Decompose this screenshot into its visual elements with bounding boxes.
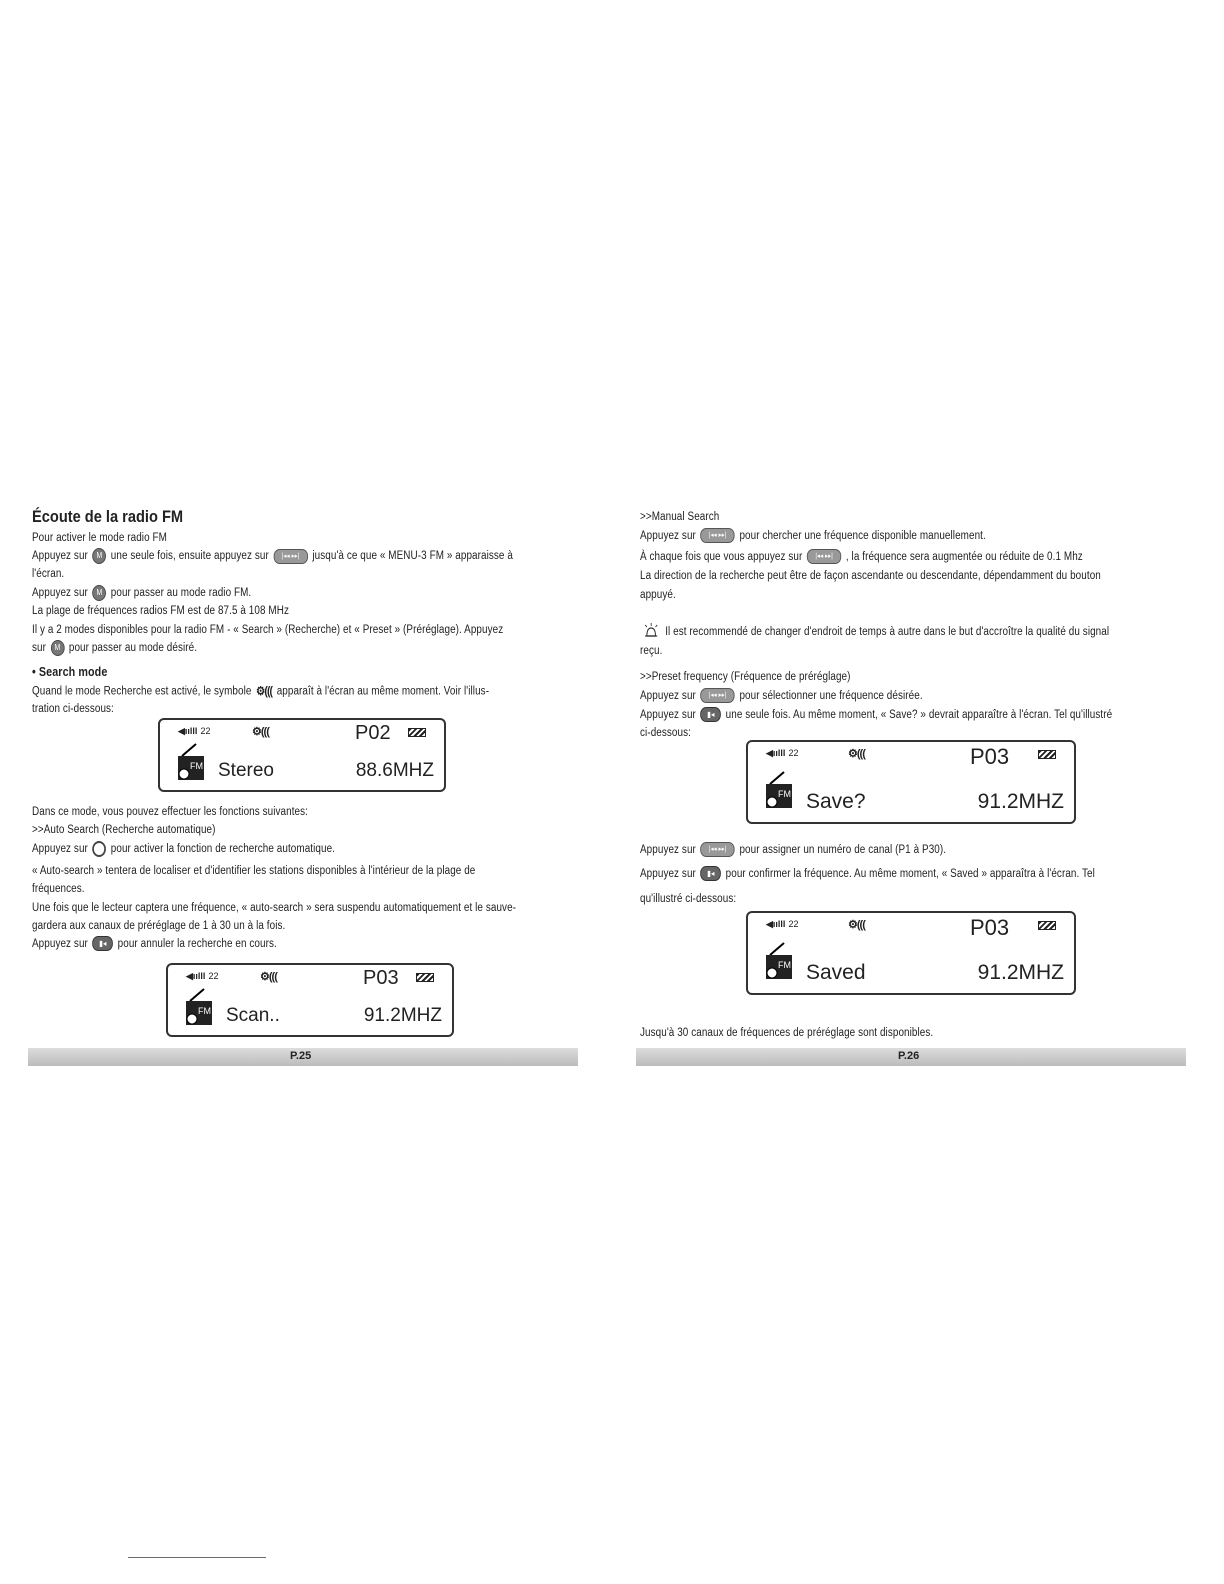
battery-icon bbox=[1038, 921, 1056, 930]
circle-button-icon bbox=[92, 841, 106, 857]
text-line: Dans ce mode, vous pouvez effectuer les fonctions suivantes: bbox=[32, 806, 309, 818]
frequency-readout: 91.2MHZ bbox=[363, 1005, 442, 1026]
section-title: Écoute de la radio FM bbox=[32, 507, 184, 526]
page-number: P.26 bbox=[898, 1050, 920, 1062]
battery-icon bbox=[416, 973, 434, 982]
frequency-readout: 88.6MHZ bbox=[355, 760, 434, 781]
fm-radio-icon bbox=[764, 770, 794, 810]
svg-text:FM: FM bbox=[190, 761, 203, 771]
play-pause-button-icon: ▮◂ bbox=[700, 866, 721, 881]
text-line: tration ci-dessous: bbox=[32, 703, 114, 715]
battery-icon bbox=[408, 728, 426, 737]
signal-icon: ◀ıılll 22 bbox=[186, 971, 219, 981]
text-line: « Auto-search » tentera de localiser et d'identifier les stations disponibles à l'intérieur de la plage de bbox=[32, 865, 476, 877]
skip-button-icon: |◂◂ ▸▸| bbox=[700, 842, 734, 857]
mode-label: Saved bbox=[806, 961, 866, 984]
text-line: La plage de fréquences radios FM est de 87.5 à 108 MHz bbox=[32, 605, 289, 617]
search-symbol-icon: ⚙((( bbox=[260, 971, 277, 983]
skip-button-icon: |◂◂ ▸▸| bbox=[700, 528, 734, 543]
page-number: P.25 bbox=[290, 1050, 312, 1062]
text-line: >>Preset frequency (Fréquence de préréglage) bbox=[640, 671, 851, 683]
text-line: La direction de la recherche peut être de façon ascendante ou descendante, dépendamment du bouton bbox=[640, 570, 1101, 582]
text-line: Appuyez sur M une seule fois, ensuite appuyez sur |◂◂ ▸▸| jusqu'à ce que « MENU-3 FM » apparaisse à bbox=[32, 548, 496, 565]
mode-label: Scan.. bbox=[226, 1005, 280, 1026]
preset-number: P03 bbox=[970, 744, 1010, 769]
play-pause-button-icon: ▮◂ bbox=[700, 707, 721, 722]
m-button-icon: M bbox=[92, 548, 106, 564]
text-line: reçu. bbox=[640, 645, 663, 657]
mode-label: Save? bbox=[806, 790, 866, 813]
text-line: Appuyez sur |◂◂ ▸▸| pour sélectionner une fréquence désirée. bbox=[640, 690, 923, 702]
text-line: Jusqu'à 30 canaux de fréquences de préréglage sont disponibles. bbox=[640, 1027, 934, 1039]
text-line: ci-dessous: bbox=[640, 727, 691, 739]
search-symbol-icon: ⚙((( bbox=[252, 726, 269, 738]
signal-icon: ◀ıılll 22 bbox=[766, 919, 799, 929]
svg-text:FM: FM bbox=[778, 960, 791, 970]
fm-radio-icon bbox=[764, 941, 794, 981]
svg-text:FM: FM bbox=[198, 1006, 211, 1016]
text-line: Appuyez sur ▮◂ pour confirmer la fréquence. Au même moment, « Saved » apparaîtra à l'écran. Tel bbox=[640, 868, 1095, 880]
preset-number: P03 bbox=[970, 915, 1010, 940]
text-line: Appuyez sur M pour passer au mode radio FM. bbox=[32, 585, 496, 602]
bell-icon bbox=[642, 622, 661, 642]
text-line: Quand le mode Recherche est activé, le symbole ⚙((( apparaît à l'écran au même moment. Voir l'illus- bbox=[32, 684, 490, 698]
signal-icon: ◀ıılll 22 bbox=[178, 726, 211, 736]
text-line: fréquences. bbox=[32, 883, 85, 895]
text-line: Il y a 2 modes disponibles pour la radio FM - « Search » (Recherche) et « Preset » (Préréglage). Appuyez bbox=[32, 624, 504, 636]
text-line: Il est recommendé de changer d'endroit de temps à autre dans le but d'accroître la qualité du signal bbox=[640, 622, 1104, 642]
text-line: sur M pour passer au mode désiré. bbox=[32, 640, 496, 657]
battery-icon bbox=[1038, 750, 1056, 759]
search-symbol-icon: ⚙((( bbox=[256, 684, 273, 698]
text-line: qu'illustré ci-dessous: bbox=[640, 893, 737, 905]
preset-number: P02 bbox=[355, 722, 391, 744]
frequency-readout: 91.2MHZ bbox=[977, 961, 1064, 984]
search-mode-heading: • Search mode bbox=[32, 665, 108, 679]
text-line: appuyé. bbox=[640, 589, 676, 601]
text-line: Appuyez sur ▮◂ pour annuler la recherche en cours. bbox=[32, 938, 277, 950]
skip-button-icon: |◂◂ ▸▸| bbox=[273, 549, 307, 564]
link-underline bbox=[128, 1557, 266, 1558]
m-button-icon: M bbox=[92, 585, 106, 601]
text-line: Une fois que le lecteur captera une fréquence, « auto-search » sera suspendu automatiquement et le sauve- bbox=[32, 902, 517, 914]
skip-button-icon: |◂◂ ▸▸| bbox=[807, 549, 841, 564]
fm-radio-icon bbox=[184, 987, 214, 1027]
preset-number: P03 bbox=[363, 967, 399, 989]
search-symbol-icon: ⚙((( bbox=[848, 919, 865, 931]
lcd-screen-stereo bbox=[158, 718, 446, 792]
play-pause-button-icon: ▮◂ bbox=[92, 936, 113, 951]
text-line: gardera aux canaux de préréglage de 1 à 30 un à la fois. bbox=[32, 920, 286, 932]
text-line: l'écran. bbox=[32, 568, 65, 580]
lcd-screen-scan bbox=[166, 963, 454, 1037]
svg-text:FM: FM bbox=[778, 789, 791, 799]
text-line: À chaque fois que vous appuyez sur |◂◂ ▸▸| , la fréquence sera augmentée ou réduite de 0.1 Mhz bbox=[640, 551, 1083, 563]
text-line: Appuyez sur |◂◂ ▸▸| pour assigner un numéro de canal (P1 à P30). bbox=[640, 844, 947, 856]
text-line: Appuyez sur pour activer la fonction de recherche automatique. bbox=[32, 841, 496, 858]
text-line: Appuyez sur ▮◂ une seule fois. Au même moment, « Save? » devrait apparaître à l'écran. Tel qu'illustré bbox=[640, 709, 1113, 721]
fm-radio-icon bbox=[176, 742, 206, 782]
lcd-screen-save bbox=[746, 740, 1076, 824]
frequency-readout: 91.2MHZ bbox=[977, 790, 1064, 813]
m-button-icon: M bbox=[51, 640, 65, 656]
text-line: >>Auto Search (Recherche automatique) bbox=[32, 824, 216, 836]
text-line: Pour activer le mode radio FM bbox=[32, 532, 167, 544]
text-line: Appuyez sur |◂◂ ▸▸| pour chercher une fréquence disponible manuellement. bbox=[640, 530, 986, 542]
mode-label: Stereo bbox=[218, 760, 274, 781]
search-symbol-icon: ⚙((( bbox=[848, 748, 865, 760]
skip-button-icon: |◂◂ ▸▸| bbox=[700, 688, 734, 703]
lcd-screen-saved bbox=[746, 911, 1076, 995]
signal-icon: ◀ıılll 22 bbox=[766, 748, 799, 758]
text-line: >>Manual Search bbox=[640, 511, 720, 523]
